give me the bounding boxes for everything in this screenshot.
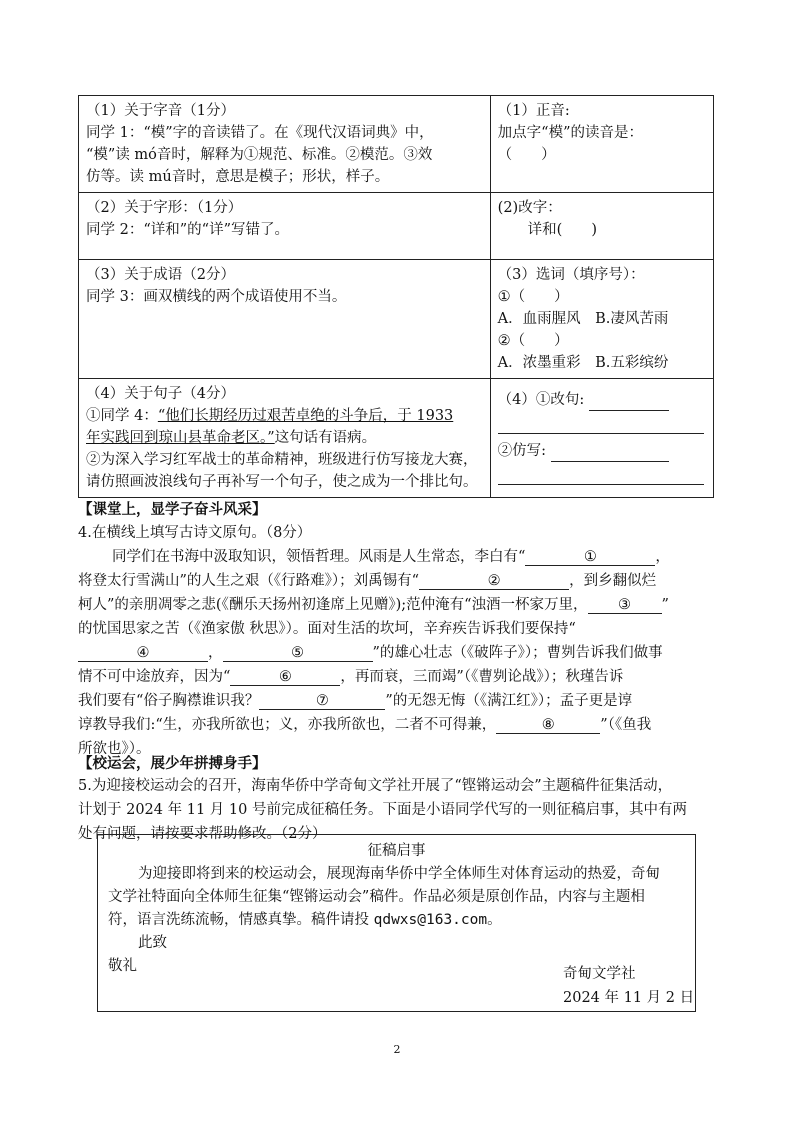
notice-box: [97, 834, 696, 1012]
table-row: [79, 96, 714, 193]
imitation-line[interactable]: [498, 472, 704, 485]
poem-blank-2[interactable]: ②: [419, 569, 569, 590]
notice-signature: 奇甸文学社: [563, 966, 636, 982]
poem-blank-1[interactable]: ①: [525, 545, 655, 566]
section-title-sports: 【校运会，展少年拼搏身手】: [78, 755, 267, 772]
rewrite-line[interactable]: [498, 421, 704, 434]
revision-table: [78, 95, 714, 498]
glyph-answer-cell: (2)改字： 详和( ): [490, 193, 713, 260]
answer-blank[interactable]: ②（ ）: [497, 333, 569, 349]
table-row: [79, 260, 714, 379]
answer-blank[interactable]: （ ）: [497, 147, 556, 163]
notice-date: 2024 年 11 月 2 日: [563, 990, 695, 1006]
poem-blank-6[interactable]: ⑥: [230, 665, 340, 686]
poem-blank-5[interactable]: ⑤: [223, 641, 373, 662]
notice-title: 征稿启事: [367, 843, 426, 859]
question-4: 4.在横线上填写古诗文原句。（8分） 同学们在书海中汲取知识，领悟哲理。风雨是人生常态，李白有“ ① ， 将登太行雪满山”的人生之艰（《行路难》）；刘禹锡有“ ② ，到乡翻似烂 柯人”的亲朋凋零之悲(《酬乐天扬州初逢席上见赠》);范仲淹有“浊酒一杯家万里， ③ ” 的忧国思家之苦（《渔家傲 秋思》）。面对生活的坎坷，辛弃疾告诉我们要保持“ ④ ， ⑤ ”的雄心壮志（《破阵子》）；曹刿告诉我们做事 情不可中途放弃，因为“ ⑥ ，再而衰，三而竭”（《曹刿论战》）；秋瑾告诉 我们要有“俗子胸襟谁识我？ ⑦ ”的无怨无悔（《满江红》）；孟子更是谆 谆教导我们:“生，亦我所欲也；义，亦我所欲也，二者不可得兼， ⑧ ”（《鱼我 所欲也》）。: [78, 525, 670, 757]
table-row: [79, 193, 714, 260]
rewrite-blank[interactable]: [589, 394, 669, 411]
poem-blank-3[interactable]: ③: [588, 593, 662, 614]
sentence-issue-cell: （4）关于句子（4分） ①同学 4：“他们长期经历过艰苦卓绝的斗争后，于 1933 年实践回到琼山县革命老区。”这句话有语病。 ②为深入学习红军战士的革命精神，班级进行仿写接龙大赛，请仿照画波浪线句子再补写一个句子，使之成为一个排比句。: [79, 379, 491, 498]
imitation-blank[interactable]: [551, 445, 669, 462]
glyph-issue-cell: （2）关于字形：（1分） 同学 2：“详和”的“详”写错了。: [79, 193, 491, 260]
faulty-sentence: 年实践回到琼山县革命老区。”: [86, 430, 275, 446]
idiom-issue-cell: （3）关于成语（2分） 同学 3：画双横线的两个成语使用不当。: [79, 260, 491, 379]
answer-blank[interactable]: ①（ ）: [497, 289, 569, 305]
faulty-sentence: “他们长期经历过艰苦卓绝的斗争后，于 1933: [157, 408, 454, 424]
poem-blank-8[interactable]: ⑧: [496, 713, 600, 734]
poem-blank-4[interactable]: ④: [78, 641, 208, 662]
poem-blank-7[interactable]: ⑦: [259, 689, 385, 710]
table-row: [79, 379, 714, 498]
answer-blank[interactable]: 详和( ): [527, 222, 597, 238]
section-title-classroom: 【课堂上，显学子奋斗风采】: [78, 501, 267, 518]
notice-body: 为迎接即将到来的校运动会，展现海南华侨中学全体师生对体育运动的热爱，奇甸 文学社特面向全体师生征集“铿锵运动会”稿件。作品必须是原创作品，内容与主题相 符，语言洗练流畅，情感真挚。稿件请投 qdwxs@163.com。 此致 敬礼: [108, 866, 660, 974]
idiom-answer-cell: （3）选词（填序号）： ①（ ） A．血雨腥风 B.凄风苦雨 ②（ ） A．浓墨重彩 B.五彩缤纷: [490, 260, 713, 379]
pronunciation-answer-cell: （1）正音: 加点字“模”的读音是： （ ）: [490, 96, 713, 193]
email-address: qdwxs@163.com: [373, 912, 488, 928]
question-5: 5.为迎接校运动会的召开，海南华侨中学奇甸文学社开展了“铿锵运动会”主题稿件征集活动， 计划于 2024 年 11 月 10 号前完成征稿任务。下面是小语同学代写的一则征稿启事，其中有两 处有问题，请按要求帮助修改。（2分）: [78, 778, 687, 842]
pronunciation-issue-cell: （1）关于字音（1分） 同学 1：“模”字的音读错了。在《现代汉语词典》中， “模”读 mó音时，解释为①规范、标准。②模范。③效 仿等。读 mú音时，意思是模子；形状，样子。: [79, 96, 491, 193]
sentence-answer-cell: （4）①改句: ②仿写:: [490, 379, 713, 498]
page-number: 2: [393, 1043, 401, 1056]
